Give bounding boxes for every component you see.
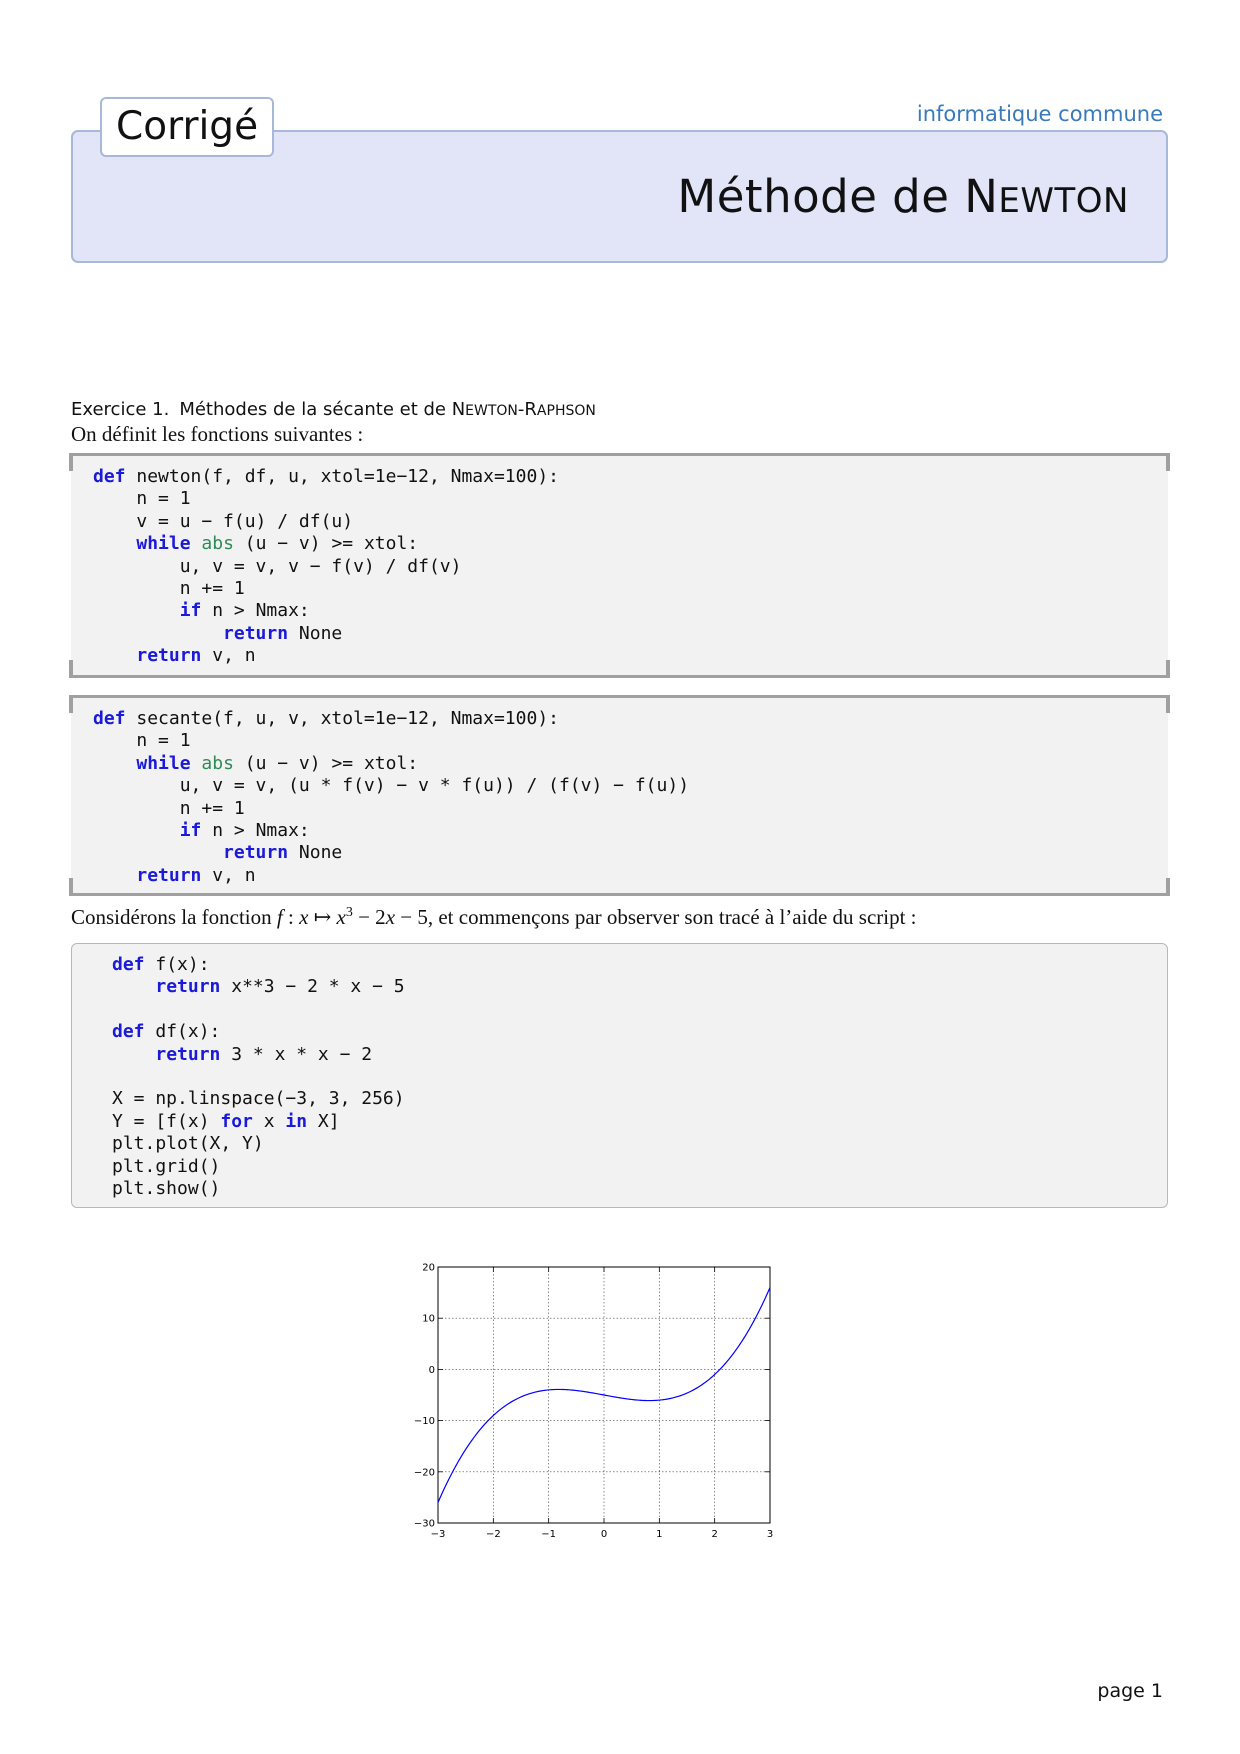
page-number: page 1 bbox=[1097, 1680, 1163, 1702]
code-keyword: if bbox=[179, 819, 202, 841]
code-builtin: abs bbox=[201, 752, 234, 774]
code-text bbox=[93, 820, 180, 841]
math-colon: : bbox=[282, 905, 300, 929]
code-text: n > Nmax: bbox=[201, 819, 310, 841]
code-text: None bbox=[288, 842, 343, 864]
exercise-sc2-first: R bbox=[524, 399, 537, 420]
code-text bbox=[93, 865, 136, 886]
code-keyword: return bbox=[223, 842, 289, 864]
code-line bbox=[93, 730, 1168, 752]
code-builtin: abs bbox=[201, 533, 234, 555]
code-keyword: def bbox=[112, 1021, 145, 1043]
math-maps: ↦ bbox=[308, 905, 337, 929]
code-line bbox=[93, 820, 1168, 842]
code-block-newton bbox=[71, 453, 1168, 678]
code-text bbox=[93, 623, 223, 644]
code-text: X = np.linspace(−3, 3, 256) bbox=[112, 1088, 405, 1110]
code-line bbox=[93, 488, 1168, 510]
x-tick-label: −3 bbox=[430, 1529, 446, 1540]
page-title bbox=[677, 170, 1129, 223]
code-keyword: def bbox=[93, 466, 126, 487]
y-tick-label: −30 bbox=[413, 1518, 435, 1530]
code-line bbox=[93, 865, 1168, 887]
function-sentence bbox=[71, 905, 917, 930]
code-line bbox=[112, 1133, 1167, 1155]
x-tick-label: 0 bbox=[600, 1529, 608, 1540]
sentence-after: , et commençons par observer son tracé à l’aide du script : bbox=[427, 905, 917, 929]
code-line bbox=[93, 798, 1168, 820]
code-line bbox=[93, 623, 1168, 645]
title-main: Méthode de bbox=[677, 170, 965, 223]
code-lines-script bbox=[112, 954, 1167, 1200]
y-tick-label: 10 bbox=[422, 1313, 435, 1325]
code-line bbox=[93, 578, 1168, 600]
code-text: Y = [f(x) bbox=[112, 1110, 221, 1132]
code-keyword: return bbox=[136, 864, 202, 886]
code-text: x**3 − 2 * x − 5 bbox=[220, 976, 405, 998]
code-keyword: while bbox=[136, 533, 191, 555]
code-text bbox=[191, 533, 202, 554]
code-lines-newton bbox=[93, 466, 1168, 668]
code-text: plt.grid() bbox=[112, 1155, 221, 1177]
code-line bbox=[93, 645, 1168, 667]
code-text: X] bbox=[307, 1110, 340, 1132]
code-line bbox=[112, 1088, 1167, 1110]
code-line bbox=[93, 600, 1168, 622]
code-text bbox=[112, 976, 155, 997]
math-x2: x bbox=[336, 905, 346, 929]
math-exp: 3 bbox=[345, 905, 353, 920]
code-line bbox=[112, 976, 1167, 998]
code-text: (u − v) >= xtol: bbox=[233, 533, 419, 555]
code-text bbox=[93, 533, 136, 554]
code-text: plt.show() bbox=[112, 1177, 221, 1199]
code-text: u, v = v, v − f(v) / df(v) bbox=[93, 555, 462, 577]
x-tick-label: −1 bbox=[541, 1529, 557, 1540]
code-text: secante(f, u, v, xtol=1e−12, Nmax=100): bbox=[125, 708, 559, 729]
code-line bbox=[112, 1111, 1167, 1133]
code-line bbox=[93, 511, 1168, 533]
code-line bbox=[112, 999, 1167, 1021]
category-label: informatique commune bbox=[916, 102, 1163, 126]
exercise-title bbox=[71, 399, 596, 420]
code-text: n += 1 bbox=[93, 797, 245, 819]
title-sc-first: N bbox=[964, 170, 999, 223]
x-tick-label: −2 bbox=[485, 1529, 501, 1540]
code-text: v, n bbox=[201, 864, 256, 886]
code-text: n += 1 bbox=[93, 577, 245, 599]
code-keyword: if bbox=[179, 600, 202, 622]
code-line bbox=[93, 753, 1168, 775]
exercise-sc1-rest: EWTON bbox=[465, 403, 518, 419]
plot-svg bbox=[400, 1255, 830, 1575]
corrige-tag: Corrigé bbox=[100, 97, 274, 157]
math-rest-a: − 2 bbox=[352, 905, 386, 929]
code-line bbox=[93, 556, 1168, 578]
title-sc-rest: EWTON bbox=[998, 181, 1129, 221]
code-text: x bbox=[252, 1110, 286, 1132]
y-tick-label: −10 bbox=[413, 1416, 435, 1428]
code-line bbox=[112, 1044, 1167, 1066]
math-rest-x: x bbox=[385, 905, 396, 929]
code-text: n = 1 bbox=[93, 730, 191, 752]
code-text bbox=[93, 600, 180, 621]
code-text bbox=[191, 753, 202, 774]
code-line bbox=[112, 1178, 1167, 1200]
code-text bbox=[93, 645, 136, 666]
code-keyword: return bbox=[155, 976, 221, 998]
exercise-dash: - bbox=[517, 399, 525, 420]
code-line bbox=[93, 775, 1168, 797]
code-text: 3 * x * x − 2 bbox=[220, 1043, 373, 1065]
code-keyword: return bbox=[223, 622, 289, 644]
code-text: None bbox=[288, 622, 343, 644]
code-line bbox=[93, 842, 1168, 864]
code-keyword: in bbox=[285, 1110, 308, 1132]
code-text bbox=[93, 842, 223, 863]
exercise-title-text: Méthodes de la sécante et de bbox=[179, 399, 452, 420]
code-keyword: def bbox=[93, 708, 126, 729]
code-block-script bbox=[71, 943, 1168, 1208]
exercise-sc1-first: N bbox=[451, 399, 466, 420]
code-keyword: for bbox=[220, 1110, 253, 1132]
code-line bbox=[93, 466, 1168, 488]
code-text: v, n bbox=[201, 645, 256, 667]
math-rest-b: − 5 bbox=[395, 905, 428, 929]
code-text: newton(f, df, u, xtol=1e−12, Nmax=100): bbox=[125, 466, 559, 487]
code-lines-secante bbox=[93, 708, 1168, 887]
code-text: f(x): bbox=[144, 954, 210, 975]
code-keyword: def bbox=[112, 954, 145, 975]
exercise-intro: On définit les fonctions suivantes : bbox=[71, 422, 364, 446]
code-keyword: return bbox=[155, 1043, 221, 1065]
code-text bbox=[112, 1044, 155, 1065]
sentence-before: Considérons la fonction bbox=[71, 905, 277, 929]
code-text: (u − v) >= xtol: bbox=[233, 752, 419, 774]
math-f: f bbox=[276, 905, 283, 929]
exercise-number: Exercice 1. bbox=[71, 399, 170, 420]
y-tick-label: 0 bbox=[428, 1364, 435, 1376]
code-text: n > Nmax: bbox=[201, 600, 310, 622]
x-tick-label: 1 bbox=[656, 1529, 663, 1540]
code-keyword: return bbox=[136, 645, 202, 667]
code-line bbox=[112, 1021, 1167, 1043]
code-text: df(x): bbox=[144, 1021, 221, 1043]
code-text: plt.plot(X, Y) bbox=[112, 1133, 264, 1155]
code-text: v = u − f(u) / df(u) bbox=[93, 510, 354, 532]
code-text bbox=[93, 753, 136, 774]
x-tick-label: 2 bbox=[711, 1529, 718, 1540]
code-line bbox=[93, 533, 1168, 555]
y-tick-label: 20 bbox=[422, 1262, 435, 1274]
code-line bbox=[112, 1156, 1167, 1178]
code-line bbox=[112, 954, 1167, 976]
code-text: n = 1 bbox=[93, 488, 191, 510]
y-tick-label: −20 bbox=[413, 1467, 435, 1479]
code-line bbox=[112, 1066, 1167, 1088]
exercise-sc2-rest: APHSON bbox=[536, 403, 596, 419]
code-text: u, v = v, (u * f(v) − v * f(u)) / (f(v) − f(u)) bbox=[93, 775, 690, 797]
x-tick-label: 3 bbox=[766, 1529, 774, 1540]
code-line bbox=[93, 708, 1168, 730]
function-plot bbox=[400, 1255, 830, 1575]
code-keyword: while bbox=[136, 752, 191, 774]
math-x: x bbox=[299, 905, 309, 929]
code-block-secante bbox=[71, 695, 1168, 896]
